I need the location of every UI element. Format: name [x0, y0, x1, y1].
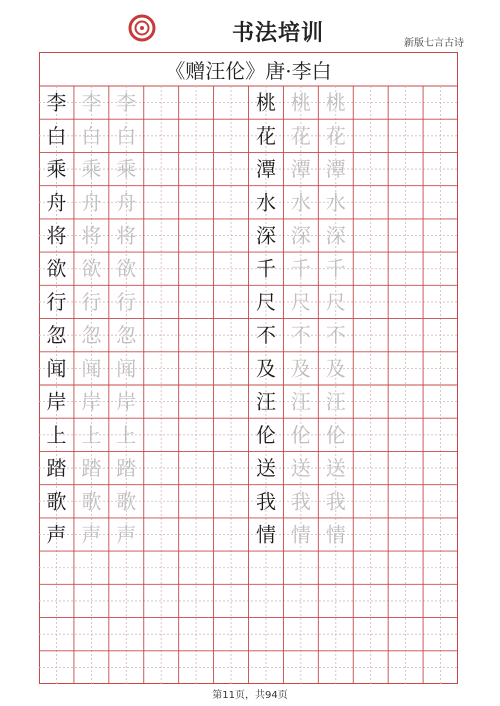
trace-character: 尺: [290, 289, 311, 314]
trace-character: 忽: [81, 323, 102, 348]
trace-character: 汪: [290, 389, 311, 414]
trace-character: 白: [81, 123, 102, 148]
trace-character: 不: [290, 323, 311, 348]
model-character: 歌: [46, 489, 67, 514]
trace-character: 深: [290, 223, 311, 248]
trace-character: 深: [325, 223, 346, 248]
trace-character: 岸: [81, 389, 102, 414]
trace-character: 岸: [116, 389, 137, 414]
model-character: 声: [46, 522, 67, 547]
model-character: 踏: [46, 456, 67, 481]
trace-character: 忽: [116, 323, 137, 348]
trace-character: 及: [290, 356, 311, 381]
model-character: 欲: [46, 256, 67, 281]
model-character: 白: [46, 123, 67, 148]
trace-character: 舟: [116, 190, 137, 215]
trace-character: 行: [116, 289, 137, 314]
model-character: 花: [255, 123, 276, 148]
model-character: 李: [46, 90, 67, 115]
trace-character: 我: [290, 489, 311, 514]
model-character: 潭: [255, 157, 276, 182]
trace-character: 声: [116, 522, 137, 547]
trace-character: 送: [290, 456, 311, 481]
model-character: 将: [46, 223, 67, 248]
model-character: 送: [255, 456, 276, 481]
model-character: 忽: [46, 323, 67, 348]
trace-character: 踏: [116, 456, 137, 481]
page-subtitle: 新版七言古诗: [404, 38, 464, 49]
trace-character: 情: [325, 522, 346, 547]
trace-character: 水: [290, 190, 311, 215]
trace-character: 潭: [290, 157, 311, 182]
model-character: 及: [255, 356, 276, 381]
trace-character: 送: [325, 456, 346, 481]
model-character: 水: [255, 190, 276, 215]
trace-character: 歌: [81, 489, 102, 514]
trace-character: 闻: [116, 356, 137, 381]
trace-character: 花: [325, 123, 346, 148]
trace-character: 水: [325, 190, 346, 215]
trace-character: 舟: [81, 190, 102, 215]
trace-character: 尺: [325, 289, 346, 314]
trace-character: 乘: [81, 157, 102, 182]
trace-character: 歌: [116, 489, 137, 514]
trace-character: 潭: [325, 157, 346, 182]
trace-character: 李: [81, 90, 102, 115]
trace-character: 及: [325, 356, 346, 381]
model-character: 不: [255, 323, 276, 348]
trace-character: 花: [290, 123, 311, 148]
trace-character: 我: [325, 489, 346, 514]
trace-character: 李: [116, 90, 137, 115]
model-character: 情: [255, 522, 276, 547]
model-character: 尺: [255, 289, 276, 314]
trace-character: 将: [116, 223, 137, 248]
trace-character: 伦: [290, 422, 311, 447]
trace-character: 将: [81, 223, 102, 248]
trace-character: 千: [325, 256, 346, 281]
poem-title: 《赠汪伦》唐·李白: [165, 58, 332, 83]
trace-character: 上: [116, 422, 137, 447]
trace-character: 欲: [116, 256, 137, 281]
model-character: 千: [255, 256, 276, 281]
trace-character: 闻: [81, 356, 102, 381]
trace-character: 情: [290, 522, 311, 547]
model-character: 桃: [255, 90, 276, 115]
trace-character: 行: [81, 289, 102, 314]
trace-character: 伦: [325, 422, 346, 447]
trace-character: 桃: [290, 90, 311, 115]
trace-character: 千: [290, 256, 311, 281]
trace-character: 白: [116, 123, 137, 148]
model-character: 闻: [46, 356, 67, 381]
trace-character: 踏: [81, 456, 102, 481]
trace-character: 欲: [81, 256, 102, 281]
trace-character: 乘: [116, 157, 137, 182]
model-character: 深: [255, 223, 276, 248]
model-character: 我: [255, 489, 276, 514]
model-character: 岸: [46, 389, 67, 414]
model-character: 上: [46, 422, 67, 447]
model-character: 舟: [46, 190, 67, 215]
trace-character: 上: [81, 422, 102, 447]
trace-character: 桃: [325, 90, 346, 115]
trace-character: 不: [325, 323, 346, 348]
trace-character: 声: [81, 522, 102, 547]
page-footer: 第11页，共94页: [212, 690, 288, 701]
model-character: 伦: [255, 422, 276, 447]
model-character: 汪: [255, 389, 276, 414]
model-character: 乘: [46, 157, 67, 182]
trace-character: 汪: [325, 389, 346, 414]
page-title: 书法培训: [232, 21, 325, 46]
model-character: 行: [46, 289, 67, 314]
